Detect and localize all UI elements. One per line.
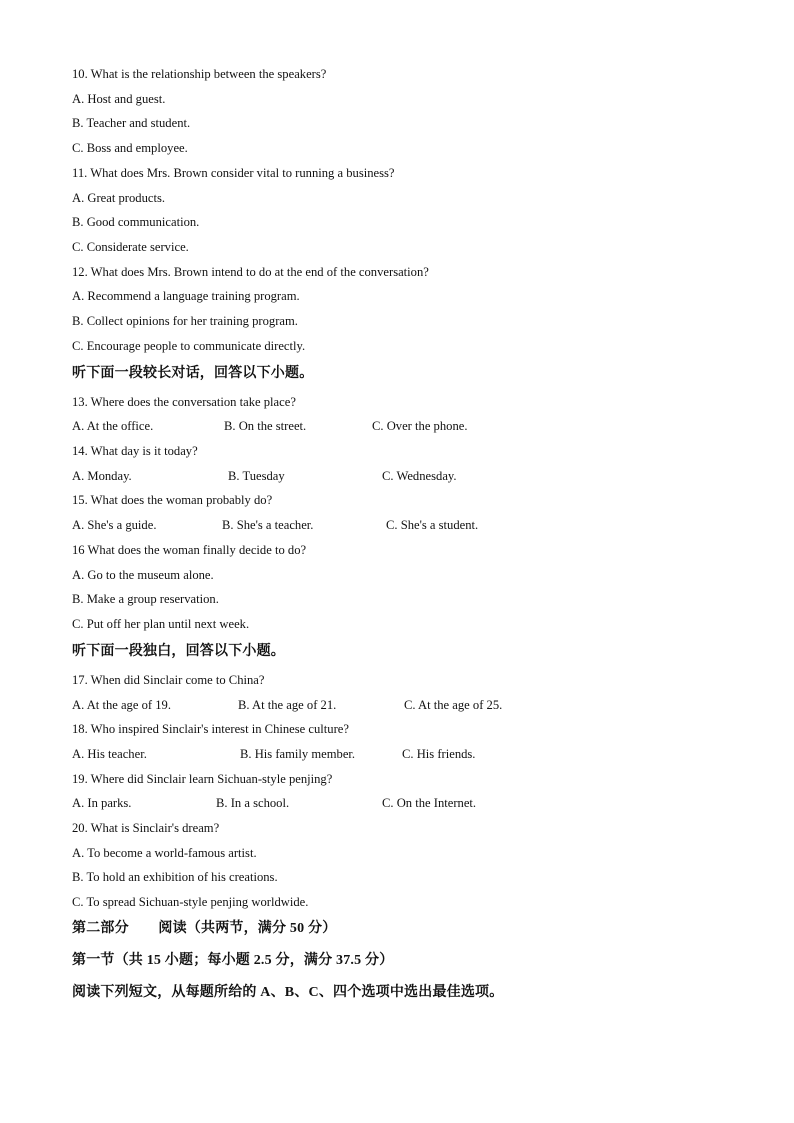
section-heading-long-dialogue: 听下面一段较长对话，回答以下小题。 bbox=[72, 366, 314, 381]
question-20-option-c: C. To spread Sichuan-style penjing worldwide. bbox=[72, 895, 309, 909]
question-10-option-a: A. Host and guest. bbox=[72, 92, 166, 106]
question-13-option-c: C. Over the phone. bbox=[372, 419, 468, 433]
question-14-option-c: C. Wednesday. bbox=[382, 469, 457, 483]
reading-instruction: 阅读下列短文，从每题所给的 A、B、C、四个选项中选出最佳选项。 bbox=[72, 985, 504, 1000]
question-17-option-b: B. At the age of 21. bbox=[238, 698, 337, 712]
question-11-option-b: B. Good communication. bbox=[72, 215, 200, 229]
question-19-option-a: A. In parks. bbox=[72, 796, 132, 810]
question-14-stem: 14. What day is it today? bbox=[72, 444, 198, 458]
question-17-option-c: C. At the age of 25. bbox=[404, 698, 503, 712]
question-20-stem: 20. What is Sinclair's dream? bbox=[72, 821, 220, 835]
question-16-option-c: C. Put off her plan until next week. bbox=[72, 617, 250, 631]
question-12-option-b: B. Collect opinions for her training program. bbox=[72, 314, 298, 328]
question-13-option-a: A. At the office. bbox=[72, 419, 154, 433]
question-19-option-b: B. In a school. bbox=[216, 796, 290, 810]
question-15-option-b: B. She's a teacher. bbox=[222, 518, 314, 532]
question-20-option-b: B. To hold an exhibition of his creations. bbox=[72, 870, 278, 884]
question-11-stem: 11. What does Mrs. Brown consider vital to running a business? bbox=[72, 166, 395, 180]
question-17-option-a: A. At the age of 19. bbox=[72, 698, 171, 712]
question-18-stem: 18. Who inspired Sinclair's interest in Chinese culture? bbox=[72, 722, 349, 736]
question-10-stem: 10. What is the relationship between the speakers? bbox=[72, 67, 327, 81]
question-16-stem: 16 What does the woman finally decide to do? bbox=[72, 543, 307, 557]
question-19-stem: 19. Where did Sinclair learn Sichuan-style penjing? bbox=[72, 772, 333, 786]
question-15-stem: 15. What does the woman probably do? bbox=[72, 493, 273, 507]
question-11-option-a: A. Great products. bbox=[72, 191, 166, 205]
question-14-option-b: B. Tuesday bbox=[228, 469, 285, 483]
question-13-option-b: B. On the street. bbox=[224, 419, 307, 433]
question-14-option-a: A. Monday. bbox=[72, 469, 132, 483]
question-13-stem: 13. Where does the conversation take place? bbox=[72, 395, 296, 409]
section-1-heading: 第一节（共 15 小题；每小题 2.5 分，满分 37.5 分） bbox=[72, 953, 394, 968]
question-10-option-b: B. Teacher and student. bbox=[72, 116, 191, 130]
question-18-option-a: A. His teacher. bbox=[72, 747, 147, 761]
question-16-option-b: B. Make a group reservation. bbox=[72, 592, 219, 606]
section-heading-monologue: 听下面一段独白，回答以下小题。 bbox=[72, 644, 285, 659]
question-18-option-c: C. His friends. bbox=[402, 747, 476, 761]
question-12-option-c: C. Encourage people to communicate directly. bbox=[72, 339, 306, 353]
question-10-option-c: C. Boss and employee. bbox=[72, 141, 188, 155]
question-16-option-a: A. Go to the museum alone. bbox=[72, 568, 214, 582]
question-11-option-c: C. Considerate service. bbox=[72, 240, 189, 254]
question-15-option-a: A. She's a guide. bbox=[72, 518, 157, 532]
question-17-stem: 17. When did Sinclair come to China? bbox=[72, 673, 265, 687]
question-20-option-a: A. To become a world-famous artist. bbox=[72, 846, 257, 860]
question-18-option-b: B. His family member. bbox=[240, 747, 356, 761]
question-15-option-c: C. She's a student. bbox=[386, 518, 479, 532]
question-12-stem: 12. What does Mrs. Brown intend to do at the end of the conversation? bbox=[72, 265, 429, 279]
part-2-heading: 第二部分 阅读（共两节，满分 50 分） bbox=[72, 921, 337, 936]
question-19-option-c: C. On the Internet. bbox=[382, 796, 477, 810]
question-12-option-a: A. Recommend a language training program. bbox=[72, 289, 300, 303]
